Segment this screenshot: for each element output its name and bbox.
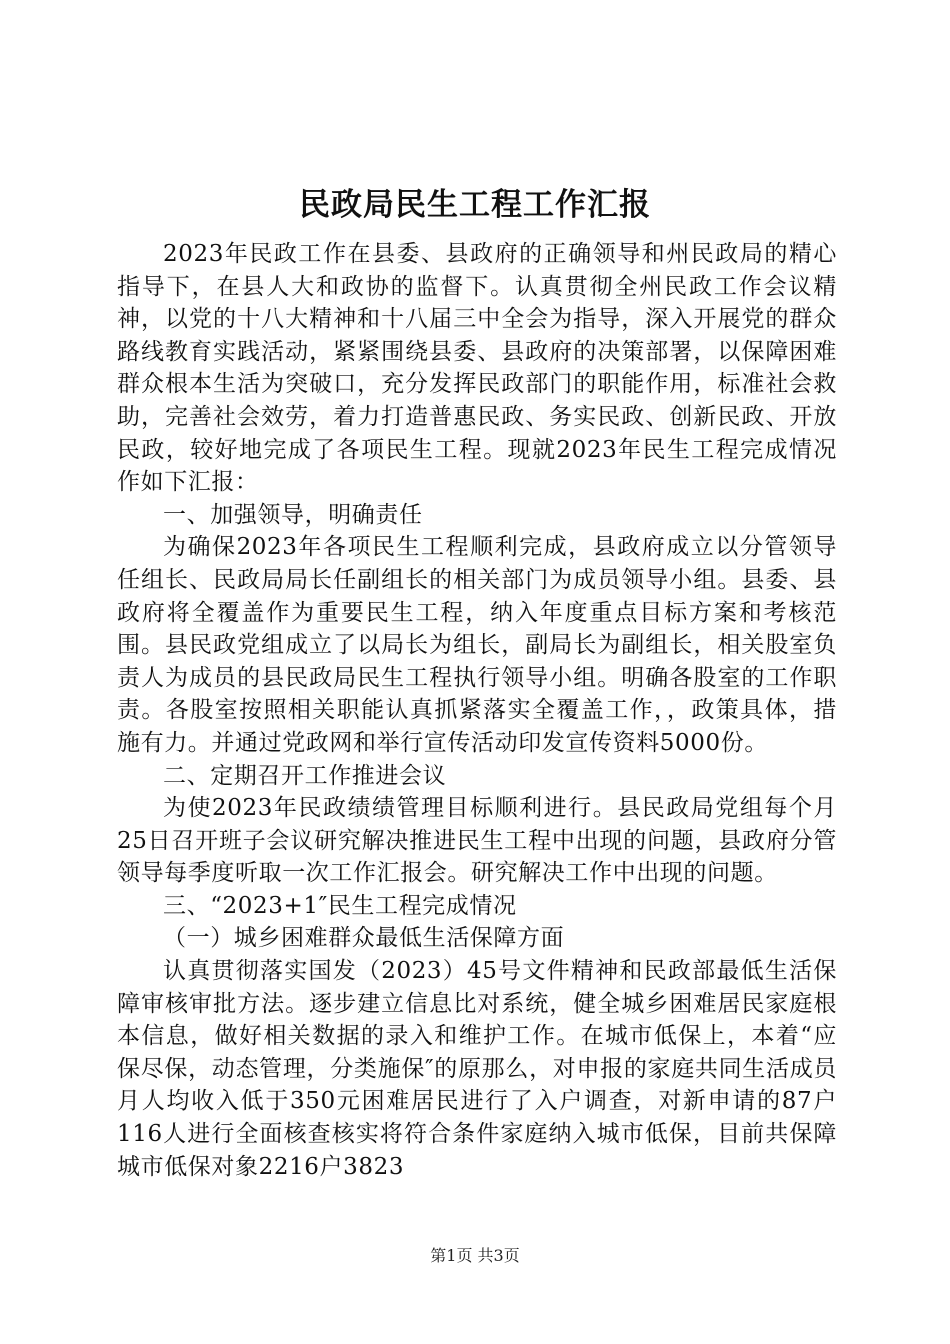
section-heading-2: 二、定期召开工作推进会议 xyxy=(163,762,447,789)
paragraph-section-1: 为确保2023年各项民生工程顺利完成，县政府成立以分管领导任组长、民政局局长任副组长的相关部门为成员领导小组。县委、县政府将全覆盖作为重要民生工程，纳入年度重点目标方案和考核范围。县民政党组成立了以局长为组长，副局长为副组长，相关股室负责人为成员的县民政局民生工程执行领导小组。明确各股室的工作职责。各股室按照相关职能认真抓紧落实全覆盖工作，，政策具体，措施有力。并通过党政网和举行宣传活动印发宣传资料5000份。 xyxy=(117,534,837,756)
document-title: 民政局民生工程工作汇报 xyxy=(299,187,651,223)
paragraph-intro: 2023年民政工作在县委、县政府的正确领导和州民政局的精心指导下，在县人大和政协的监督下。认真贯彻全州民政工作会议精神，以党的十八大精神和十八届三中全会为指导，深入开展党的群众路线教育实践活动，紧紧围绕县委、县政府的决策部署，以保障困难群众根本生活为突破口，充分发挥民政部门的职能作用，标准社会救助，完善社会效劳，着力打造普惠民政、务实民政、创新民政、开放民政，较好地完成了各项民生工程。现就2023年民生工程完成情况作如下汇报： xyxy=(117,241,837,496)
page-number-footer: 第1页 共3页 xyxy=(430,1246,520,1265)
paragraph-subsection-1: 认真贯彻落实国发（2023）45号文件精神和民政部最低生活保障审核审批方法。逐步建立信息比对系统，健全城乡困难居民家庭根本信息，做好相关数据的录入和维护工作。在城市低保上，本着“应保尽保，动态管理，分类施保″的原那么，对申报的家庭共同生活成员月人均收入低于350元困难居民进行了入户调查，对新申请的87户116人进行全面核查核实将符合条件家庭纳入城市低保，目前共保障城市低保对象2216户3823 xyxy=(117,958,837,1180)
subsection-heading-1: （一）城乡困难群众最低生活保障方面 xyxy=(163,925,565,952)
section-heading-3: 三、“2023+1″民生工程完成情况 xyxy=(163,892,517,919)
section-heading-1: 一、加强领导，明确责任 xyxy=(163,501,423,528)
document-body xyxy=(117,238,837,1183)
paragraph-section-2: 为使2023年民政绩绩管理目标顺利进行。县民政局党组每个月25日召开班子会议研究解决推进民生工程中出现的问题，县政府分管领导每季度听取一次工作汇报会。研究解决工作中出现的问题。 xyxy=(117,795,837,887)
